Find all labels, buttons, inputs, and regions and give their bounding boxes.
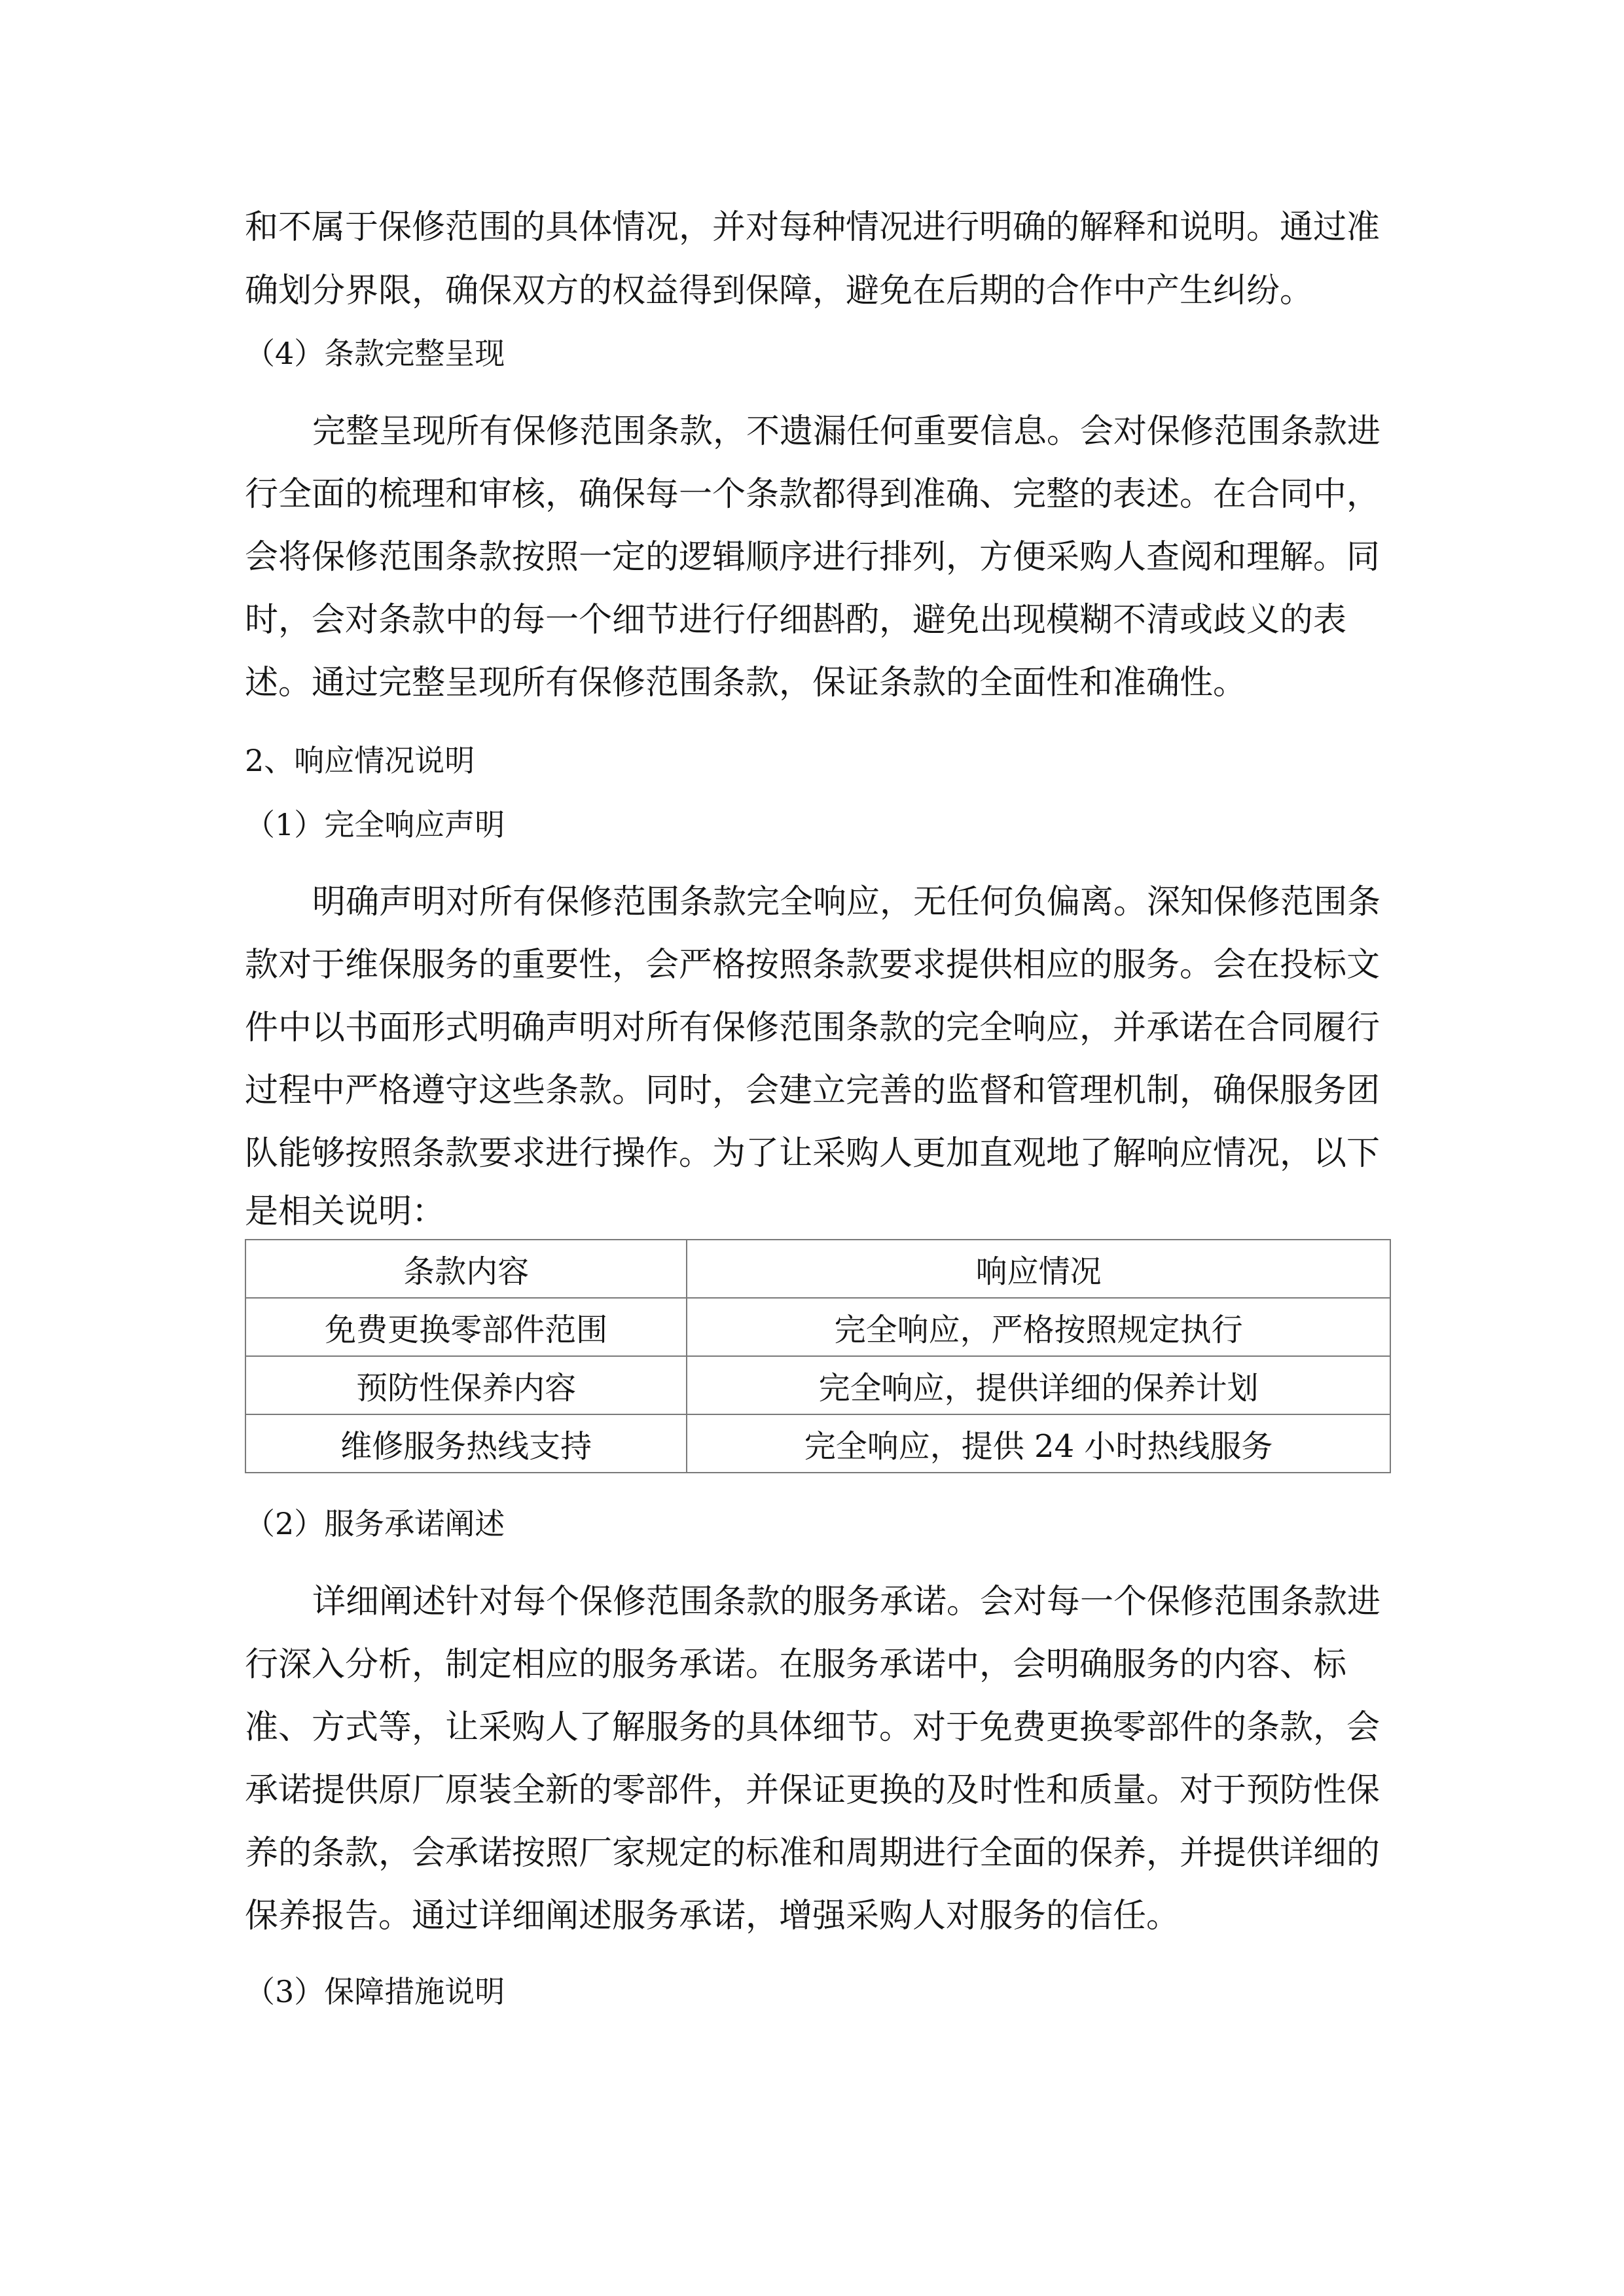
section-heading-full-response: （1）完全响应声明 <box>245 807 505 842</box>
table-cell-clause: 免费更换零部件范围 <box>245 1298 687 1356</box>
paragraph-line: 款对于维保服务的重要性，会严格按照条款要求提供相应的服务。会在投标文 <box>245 946 1380 984</box>
table-row <box>245 1356 1390 1414</box>
table-header-response: 响应情况 <box>687 1240 1390 1298</box>
table-header-row <box>245 1240 1390 1298</box>
response-table <box>245 1239 1391 1473</box>
paragraph-line: 行全面的梳理和审核，确保每一个条款都得到准确、完整的表述。在合同中， <box>245 475 1380 514</box>
paragraph-line: 确划分界限，确保双方的权益得到保障，避免在后期的合作中产生纠纷。 <box>245 272 1314 310</box>
section-heading-response: 2、响应情况说明 <box>245 743 475 778</box>
paragraph-line: 时，会对条款中的每一个细节进行仔细斟酌，避免出现模糊不清或歧义的表 <box>245 601 1347 639</box>
table-row <box>245 1414 1390 1473</box>
table-cell-clause: 预防性保养内容 <box>245 1356 687 1414</box>
paragraph-line: 准、方式等，让采购人了解服务的具体细节。对于免费更换零部件的条款，会 <box>245 1708 1380 1747</box>
table-row <box>245 1298 1390 1356</box>
paragraph-line: 行深入分析，制定相应的服务承诺。在服务承诺中，会明确服务的内容、标 <box>245 1645 1347 1684</box>
table-header-clause: 条款内容 <box>245 1240 687 1298</box>
paragraph-line: 是相关说明： <box>245 1193 446 1231</box>
paragraph-line: 件中以书面形式明确声明对所有保修范围条款的完全响应，并承诺在合同履行 <box>245 1009 1380 1047</box>
paragraph-line: 述。通过完整呈现所有保修范围条款，保证条款的全面性和准确性。 <box>245 664 1247 702</box>
table-cell-response: 完全响应，提供详细的保养计划 <box>687 1356 1390 1414</box>
paragraph-line: 明确声明对所有保修范围条款完全响应，无任何负偏离。深知保修范围条 <box>312 883 1381 922</box>
paragraph-line: 详细阐述针对每个保修范围条款的服务承诺。会对每一个保修范围条款进 <box>312 1583 1381 1621</box>
section-heading-service-commit: （2）服务承诺阐述 <box>245 1506 505 1541</box>
table-cell-response: 完全响应，严格按照规定执行 <box>687 1298 1390 1356</box>
paragraph-line: 过程中严格遵守这些条款。同时，会建立完善的监督和管理机制，确保服务团 <box>245 1071 1380 1110</box>
table-cell-response: 完全响应，提供 24 小时热线服务 <box>687 1414 1390 1473</box>
paragraph-line: 会将保修范围条款按照一定的逻辑顺序进行排列，方便采购人查阅和理解。同 <box>245 538 1380 577</box>
paragraph-line: 队能够按照条款要求进行操作。为了让采购人更加直观地了解响应情况，以下 <box>245 1134 1380 1173</box>
section-heading-guarantee: （3）保障措施说明 <box>245 1974 505 2009</box>
paragraph-line: 承诺提供原厂原装全新的零部件，并保证更换的及时性和质量。对于预防性保 <box>245 1771 1380 1810</box>
paragraph-line: 完整呈现所有保修范围条款，不遗漏任何重要信息。会对保修范围条款进 <box>312 412 1381 451</box>
paragraph-line: 和不属于保修范围的具体情况，并对每种情况进行明确的解释和说明。通过准 <box>245 208 1380 247</box>
section-heading-clause-complete: （4）条款完整呈现 <box>245 336 505 371</box>
table-cell-clause: 维修服务热线支持 <box>245 1414 687 1473</box>
paragraph-line: 保养报告。通过详细阐述服务承诺，增强采购人对服务的信任。 <box>245 1897 1180 1935</box>
paragraph-line: 养的条款，会承诺按照厂家规定的标准和周期进行全面的保养，并提供详细的 <box>245 1834 1380 1873</box>
